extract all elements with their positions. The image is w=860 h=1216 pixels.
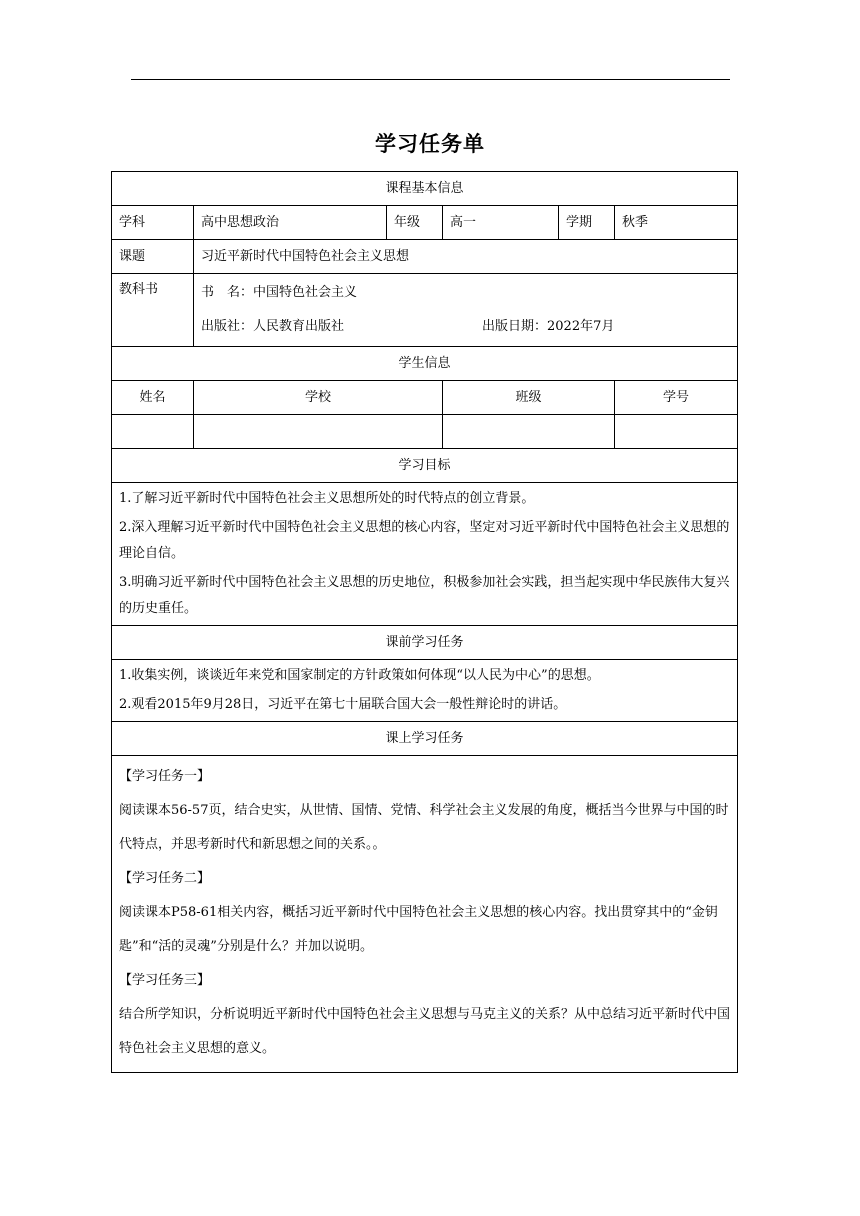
task-body: 阅读课本P58-61相关内容，概括习近平新时代中国特色社会主义思想的核心内容。找出贯穿其中的“金钥匙”和“活的灵魂”分别是什么？并加以说明。 [119,905,718,954]
student-school-cell[interactable] [194,415,443,449]
task-heading: 【学习任务三】 [119,973,211,988]
basic-info-header: 课程基本信息 [112,172,738,206]
goals-header: 学习目标 [112,449,738,483]
task-body: 阅读课本56-57页，结合史实，从世情、国情、党情、科学社会主义发展的角度，概括当今世界与中国的时代特点，并思考新时代和新思想之间的关系。。 [119,803,729,852]
pre-class-content [112,660,738,722]
student-col-class: 班级 [443,381,615,415]
task-heading: 【学习任务一】 [119,769,211,784]
publisher-row [201,310,730,344]
term-label: 学期 [559,206,615,240]
student-number-cell[interactable] [615,415,738,449]
grade-label: 年级 [387,206,443,240]
topic-value: 习近平新时代中国特色社会主义思想 [194,240,738,274]
grade-value: 高一 [443,206,559,240]
student-col-number: 学号 [615,381,738,415]
in-class-header: 课上学习任务 [112,722,738,756]
book-name-line: 书 名：中国特色社会主义 [201,285,358,300]
publish-date-line: 出版日期：2022年7月 [482,319,615,334]
student-col-school: 学校 [194,381,443,415]
task-heading: 【学习任务二】 [119,871,211,886]
term-value: 秋季 [615,206,738,240]
textbook-info [194,274,738,347]
student-class-cell[interactable] [443,415,615,449]
pre-class-item: 1.收集实例，谈谈近年来党和国家制定的方针政策如何体现“以人民为中心”的思想。 [119,668,600,683]
goal-item: 2.深入理解习近平新时代中国特色社会主义思想的核心内容，坚定对习近平新时代中国特色社会主义思想的理论自信。 [119,520,730,561]
student-col-name: 姓名 [112,381,194,415]
pre-class-item: 2.观看2015年9月28日，习近平在第七十届联合国大会一般性辩论时的讲话。 [119,697,567,712]
publisher-line: 出版社：人民教育出版社 [201,319,345,334]
topic-label: 课题 [112,240,194,274]
pre-class-header: 课前学习任务 [112,626,738,660]
page-title: 学习任务单 [375,132,485,156]
subject-label: 学科 [112,206,194,240]
subject-value: 高中思想政治 [194,206,387,240]
student-info-header: 学生信息 [112,347,738,381]
textbook-label: 教科书 [112,274,194,347]
student-name-cell[interactable] [112,415,194,449]
task-body: 结合所学知识，分析说明近平新时代中国特色社会主义思想与马克主义的关系？从中总结习近平新时代中国特色社会主义思想的意义。 [119,1007,731,1056]
header-rule [131,79,730,80]
task-sheet-table [111,171,738,1073]
goal-item: 1.了解习近平新时代中国特色社会主义思想所处的时代特点的创立背景。 [119,491,535,506]
goal-item: 3.明确习近平新时代中国特色社会主义思想的历史地位，积极参加社会实践，担当起实现中华民族伟大复兴的历史重任。 [119,575,730,616]
in-class-content [112,756,738,1073]
goals-content [112,483,738,626]
